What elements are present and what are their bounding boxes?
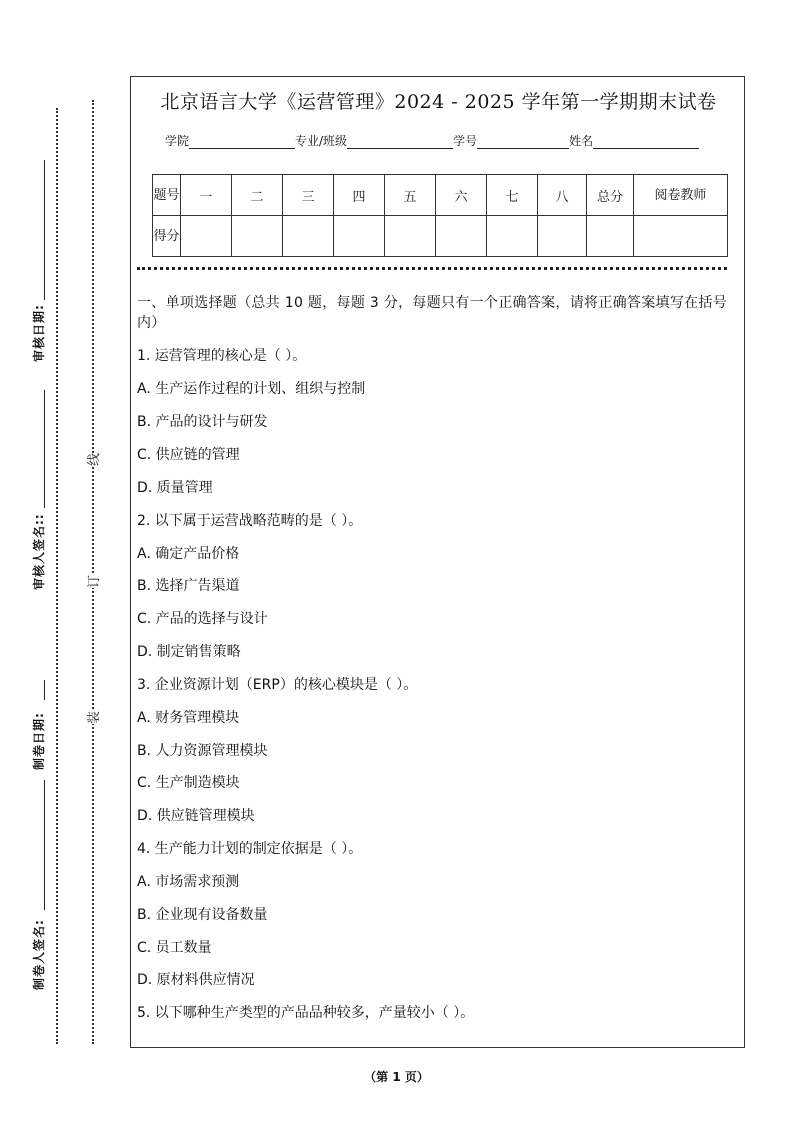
name-label: 姓名 <box>569 134 594 148</box>
col-header-3: 三 <box>283 175 334 216</box>
major-class-label: 专业/班级 <box>295 134 348 148</box>
bind-char-zhuang: 装 <box>83 711 102 724</box>
score-cell-total[interactable] <box>587 216 634 257</box>
option-2c: C. 产品的选择与设计 <box>137 611 268 627</box>
option-2b: B. 选择广告渠道 <box>137 578 240 594</box>
option-1d: D. 质量管理 <box>137 480 213 496</box>
name-field[interactable] <box>593 134 699 149</box>
score-cell[interactable] <box>436 216 487 257</box>
binding-dotted-line-inner <box>92 100 94 1044</box>
reviewer-header: 阅卷教师 <box>634 175 728 216</box>
page-title: 北京语言大学《运营管理》2024 - 2025 学年第一学期期末试卷 <box>160 91 717 113</box>
student-id-field[interactable] <box>477 134 569 149</box>
option-4c: C. 员工数量 <box>137 940 212 956</box>
option-2a: A. 确定产品价格 <box>137 546 240 562</box>
score-row-header: 得分 <box>153 216 181 257</box>
question-number-header: 题号 <box>153 175 181 216</box>
option-3c: C. 生产制造模块 <box>137 775 240 791</box>
score-cell[interactable] <box>385 216 436 257</box>
paper-date-label: 制卷日期: <box>32 712 46 770</box>
reviewer-signature-label: 审核人签名:: <box>32 513 46 590</box>
paper-date-line-lower <box>44 780 45 910</box>
option-1c: C. 供应链的管理 <box>137 447 240 463</box>
option-4a: A. 市场需求预测 <box>137 874 240 890</box>
exam-frame <box>130 76 745 1048</box>
question-4: 4. 生产能力计划的制定依据是（ ）。 <box>137 841 363 857</box>
option-1a: A. 生产运作过程的计划、组织与控制 <box>137 381 366 397</box>
review-date-line <box>44 160 45 300</box>
reviewer-signature-cell[interactable] <box>634 216 728 257</box>
option-3d: D. 供应链管理模块 <box>137 808 255 824</box>
score-cell[interactable] <box>232 216 283 257</box>
option-4d: D. 原材料供应情况 <box>137 972 255 988</box>
score-cell[interactable] <box>334 216 385 257</box>
reviewer-signature-line <box>44 390 45 508</box>
review-date-label: 审核日期: <box>32 304 46 362</box>
paper-maker-signature-label: 制卷人签名: <box>32 919 46 990</box>
col-header-6: 六 <box>436 175 487 216</box>
page-number: （第 1 页） <box>364 1070 429 1084</box>
binding-dotted-line-outer <box>56 108 58 1044</box>
col-header-total: 总分 <box>587 175 634 216</box>
col-header-8: 八 <box>538 175 587 216</box>
student-id-label: 学号 <box>453 134 478 148</box>
col-header-5: 五 <box>385 175 436 216</box>
option-1b: B. 产品的设计与研发 <box>137 414 268 430</box>
section-separator <box>137 267 727 270</box>
score-cell[interactable] <box>487 216 538 257</box>
bind-char-xian: 线 <box>83 453 102 466</box>
bind-char-ding: 订 <box>83 575 102 588</box>
col-header-2: 二 <box>232 175 283 216</box>
option-2d: D. 制定销售策略 <box>137 644 241 660</box>
col-header-1: 一 <box>181 175 232 216</box>
paper-date-line <box>44 680 45 700</box>
section1-heading: 一、单项选择题（总共 10 题，每题 3 分，每题只有一个正确答案，请将正确答案填写在括号内） <box>137 295 728 331</box>
question-1: 1. 运营管理的核心是（ ）。 <box>137 348 307 364</box>
col-header-7: 七 <box>487 175 538 216</box>
college-label: 学院 <box>165 134 190 148</box>
score-cell[interactable] <box>538 216 587 257</box>
question-3: 3. 企业资源计划（ERP）的核心模块是（ ）。 <box>137 677 418 693</box>
score-cell[interactable] <box>181 216 232 257</box>
option-3b: B. 人力资源管理模块 <box>137 743 268 759</box>
student-info-row <box>165 132 699 149</box>
option-4b: B. 企业现有设备数量 <box>137 907 268 923</box>
col-header-4: 四 <box>334 175 385 216</box>
option-3a: A. 财务管理模块 <box>137 710 240 726</box>
college-field[interactable] <box>189 134 295 149</box>
question-5: 5. 以下哪种生产类型的产品品种较多，产量较小（ ）。 <box>137 1005 475 1021</box>
score-table <box>152 174 728 257</box>
question-2: 2. 以下属于运营战略范畴的是（ ）。 <box>137 513 363 529</box>
score-cell[interactable] <box>283 216 334 257</box>
major-class-field[interactable] <box>347 134 453 149</box>
